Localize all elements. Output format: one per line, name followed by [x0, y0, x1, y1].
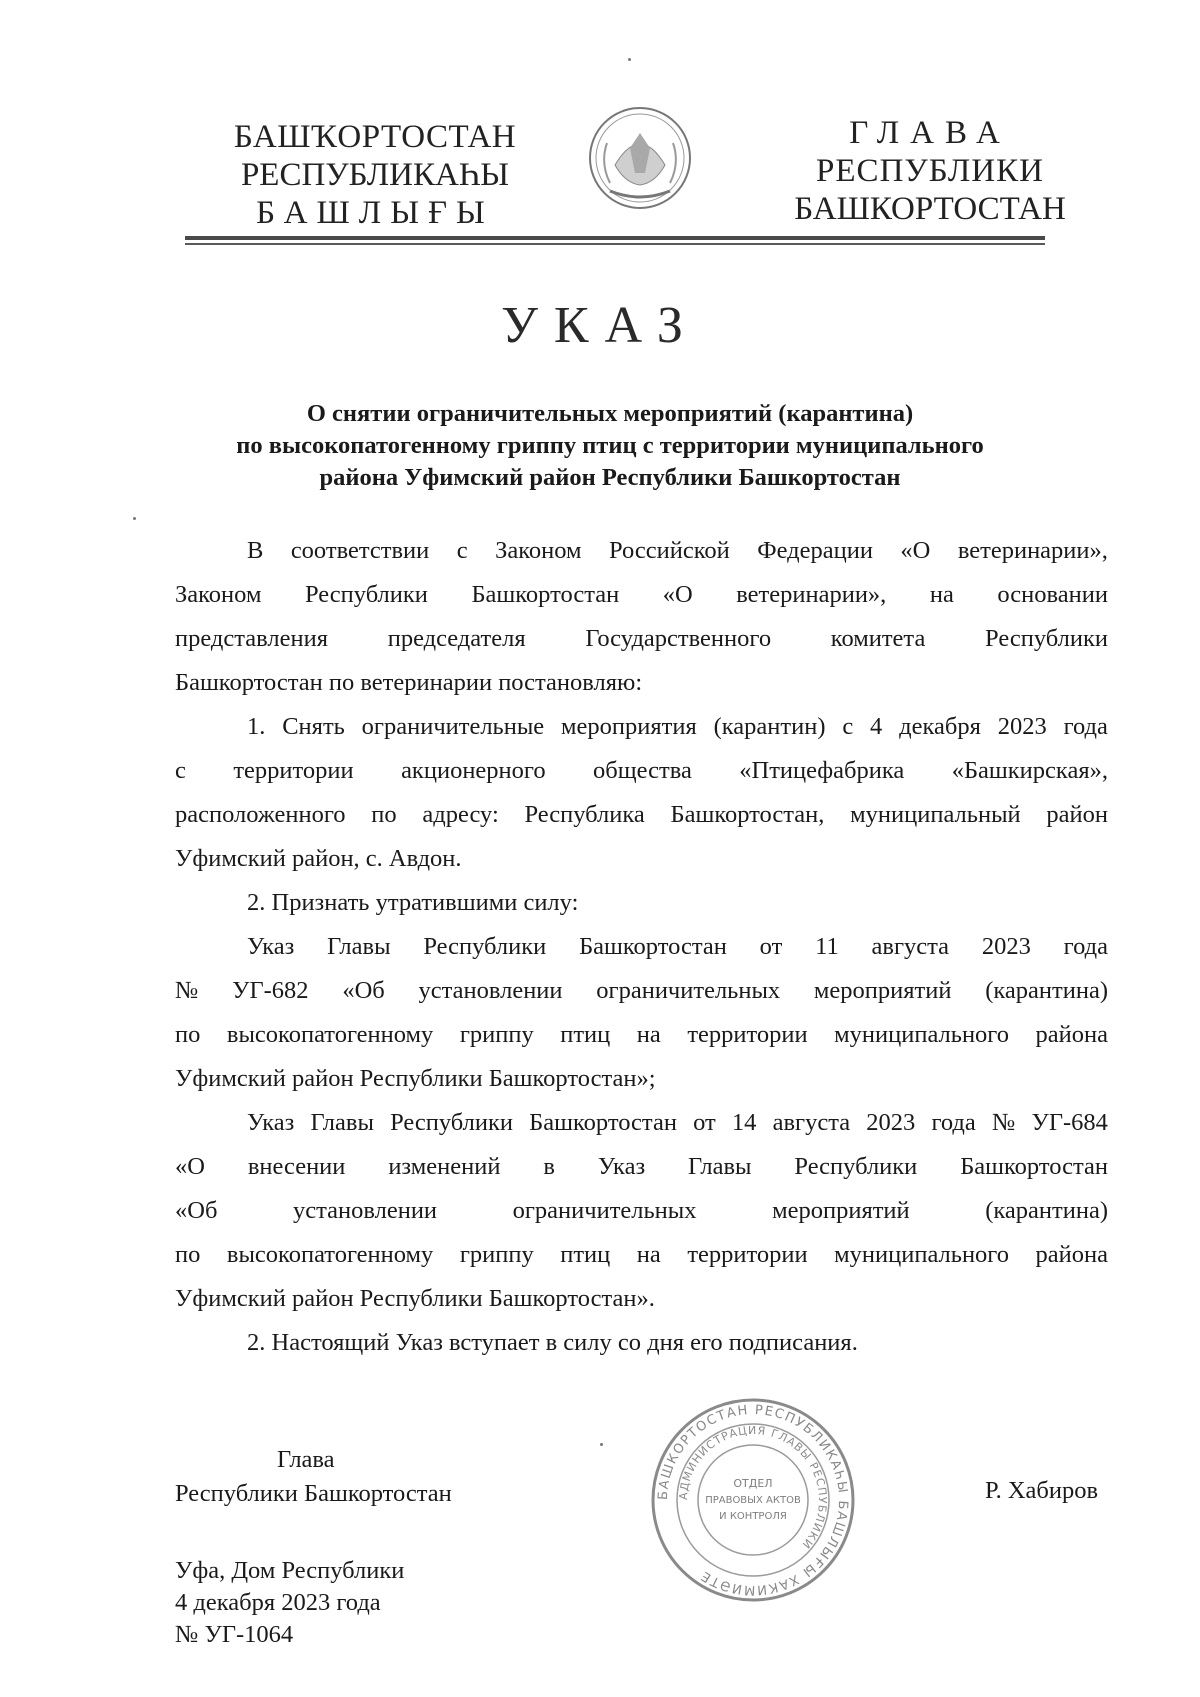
word: территории: [233, 757, 354, 784]
word: мероприятий: [772, 1197, 910, 1224]
document-type-heading: УКАЗ: [501, 297, 699, 354]
subject-line: по высокопатогенному гриппу птиц с территории муниципального: [236, 432, 984, 459]
word: Главы: [310, 1109, 374, 1136]
word: в: [543, 1153, 555, 1180]
seal-center-line: ОТДЕЛ: [733, 1477, 773, 1490]
word: района: [1035, 1241, 1108, 1268]
body-line: [247, 932, 1108, 962]
body-line: [175, 1152, 1108, 1182]
word: установлении: [418, 977, 563, 1004]
word: Указ: [597, 1153, 646, 1180]
word: мероприятий: [813, 977, 952, 1004]
coat-of-arms-emblem-icon: [585, 103, 695, 213]
body-line: Уфимский район Республики Башкортостан»;: [175, 1065, 656, 1092]
word: с: [456, 537, 468, 564]
word: августа: [871, 933, 950, 960]
word: УГ-684: [1031, 1109, 1108, 1136]
word: Республики: [423, 933, 547, 960]
word: Российской: [609, 537, 730, 564]
word: №: [175, 977, 199, 1004]
word: от: [693, 1109, 716, 1136]
word: года: [931, 1109, 976, 1136]
word: года: [1063, 713, 1108, 740]
body-line: 2. Признать утратившими силу:: [247, 889, 579, 916]
word: Указ: [247, 933, 295, 960]
word: ветеринарии»,: [736, 581, 887, 608]
word: «О: [175, 1153, 205, 1180]
word: акционерного: [401, 757, 546, 784]
word: птиц: [560, 1021, 611, 1048]
word: 14: [731, 1109, 757, 1136]
official-seal: [648, 1395, 858, 1605]
word: мероприятия: [561, 713, 697, 740]
word: высокопатогенному: [226, 1021, 434, 1048]
header-right-line: БАШКОРТОСТАН: [794, 191, 1066, 227]
word: «Об: [342, 977, 385, 1004]
word: представления: [175, 625, 328, 652]
body-line: [175, 1240, 1108, 1270]
word: территории: [687, 1241, 808, 1268]
word: ограничительных: [512, 1197, 697, 1224]
word: Башкортостан: [960, 1153, 1108, 1180]
header-divider: [185, 236, 1045, 240]
word: Республики: [305, 581, 428, 608]
word: соответствии: [290, 537, 430, 564]
word: августа: [772, 1109, 851, 1136]
word: 2023: [866, 1109, 916, 1136]
body-line: [247, 536, 1108, 566]
decree-subject: [175, 398, 1045, 494]
header-left-line: БАШҠОРТОСТАН: [233, 119, 517, 155]
word: ограничительных: [596, 977, 781, 1004]
word: председателя: [387, 625, 526, 652]
seal-inner-text: АДМИНИСТРАЦИЯ ГЛАВЫ РЕСПУБЛИКИ: [676, 1423, 830, 1552]
word: УГ-682: [232, 977, 309, 1004]
word: высокопатогенному: [226, 1241, 434, 1268]
signing-date: 4 декабря 2023 года: [175, 1589, 381, 1616]
word: Указ: [247, 1109, 295, 1136]
body-line: [247, 1108, 1108, 1138]
word: «Об: [175, 1197, 218, 1224]
word: на: [636, 1021, 661, 1048]
word: ограничительные: [361, 713, 545, 740]
header-russian-title: [780, 114, 1080, 228]
word: 11: [815, 933, 839, 960]
body-line: Уфимский район, с. Авдон.: [175, 845, 462, 872]
header-left-line: БАШЛЫҒЫ: [256, 195, 494, 231]
word: Главы: [688, 1153, 752, 1180]
decree-number: № УГ-1064: [175, 1621, 294, 1648]
word: Законом: [175, 581, 262, 608]
word: (карантина): [985, 1197, 1108, 1224]
word: с: [175, 757, 186, 784]
word: ветеринарии»,: [957, 537, 1108, 564]
body-line: 2. Настоящий Указ вступает в силу со дня его подписания.: [247, 1329, 858, 1356]
word: муниципальный: [850, 801, 1021, 828]
scan-speck: [133, 517, 136, 520]
word: расположенного: [175, 801, 346, 828]
seal-center-line: ПРАВОВЫХ АКТОВ: [705, 1495, 801, 1506]
word: гриппу: [459, 1241, 534, 1268]
word: Федерации: [757, 537, 873, 564]
word: Республика: [524, 801, 645, 828]
word: Башкортостан,: [670, 801, 825, 828]
seal-outer-text: БАШКОРТОСТАН РЕСПУБЛИКАҺЫ БАШЛЫҒЫ ХАКИМИӘТЕ: [655, 1402, 851, 1598]
word: года: [1063, 933, 1108, 960]
word: от: [759, 933, 783, 960]
word: (карантин): [713, 713, 826, 740]
signatory-name: Р. Хабиров: [985, 1477, 1099, 1504]
signatory-title: [175, 1443, 495, 1511]
word: установлении: [293, 1197, 438, 1224]
word: Государственного: [585, 625, 772, 652]
body-line: [175, 976, 1108, 1006]
word: адресу:: [422, 801, 499, 828]
word: (карантина): [985, 977, 1108, 1004]
body-line: [175, 756, 1108, 786]
word: территории: [687, 1021, 808, 1048]
body-line: [175, 580, 1108, 610]
word: комитета: [830, 625, 926, 652]
word: муниципального: [834, 1021, 1009, 1048]
place-date-number: [175, 1555, 404, 1651]
word: 2023: [981, 933, 1031, 960]
word: Республики: [985, 625, 1108, 652]
body-line: Уфимский район Республики Башкортостан».: [175, 1285, 655, 1312]
word: Башкортостан: [579, 933, 727, 960]
subject-line: О снятии ограничительных мероприятий (карантина): [306, 400, 914, 427]
word: 2023: [997, 713, 1047, 740]
word: на: [636, 1241, 661, 1268]
signing-place: Уфа, Дом Республики: [175, 1557, 405, 1584]
header-right-line: ГЛАВА: [849, 115, 1011, 151]
body-line: [175, 624, 1108, 654]
word: Снять: [282, 713, 345, 740]
word: общества: [593, 757, 692, 784]
word: по: [175, 1021, 201, 1048]
body-line: [175, 1020, 1108, 1050]
header-bashkir-title: [210, 118, 540, 232]
body-line: Башкортостан по ветеринарии постановляю:: [175, 669, 643, 696]
body-line: [247, 712, 1108, 742]
word: В: [247, 537, 264, 564]
subject-line: района Уфимский район Республики Башкортостан: [319, 464, 901, 491]
body-line: [175, 800, 1108, 830]
word: муниципального: [834, 1241, 1009, 1268]
body-line: [175, 1196, 1108, 1226]
word: Республики: [794, 1153, 918, 1180]
word: Главы: [327, 933, 391, 960]
word: Законом: [495, 537, 582, 564]
signatory-title-line: Глава: [277, 1446, 335, 1473]
word: Башкортостан: [529, 1109, 677, 1136]
word: декабря: [899, 713, 981, 740]
word: на: [929, 581, 954, 608]
scan-speck: [628, 58, 631, 61]
word: района: [1035, 1021, 1108, 1048]
word: изменений: [388, 1153, 501, 1180]
word: 1.: [247, 713, 266, 740]
header-divider-thin: [185, 243, 1045, 245]
word: гриппу: [459, 1021, 534, 1048]
word: по: [175, 1241, 201, 1268]
word: «О: [900, 537, 931, 564]
word: основании: [997, 581, 1108, 608]
signatory-title-line: Республики Башкортостан: [175, 1480, 452, 1507]
word: «О: [662, 581, 693, 608]
word: с: [842, 713, 854, 740]
word: по: [371, 801, 397, 828]
header-right-line: РЕСПУБЛИКИ: [816, 153, 1044, 189]
scan-speck: [600, 1443, 603, 1446]
seal-center-line: И КОНТРОЛЯ: [719, 1511, 787, 1522]
word: район: [1046, 801, 1108, 828]
word: «Башкирская»,: [951, 757, 1108, 784]
word: Республики: [390, 1109, 513, 1136]
word: Башкортостан: [471, 581, 620, 608]
header-left-line: РЕСПУБЛИКАҺЫ: [240, 157, 510, 193]
word: птиц: [560, 1241, 611, 1268]
word: «Птицефабрика: [739, 757, 905, 784]
word: №: [991, 1109, 1016, 1136]
word: 4: [870, 713, 883, 740]
word: внесении: [247, 1153, 346, 1180]
